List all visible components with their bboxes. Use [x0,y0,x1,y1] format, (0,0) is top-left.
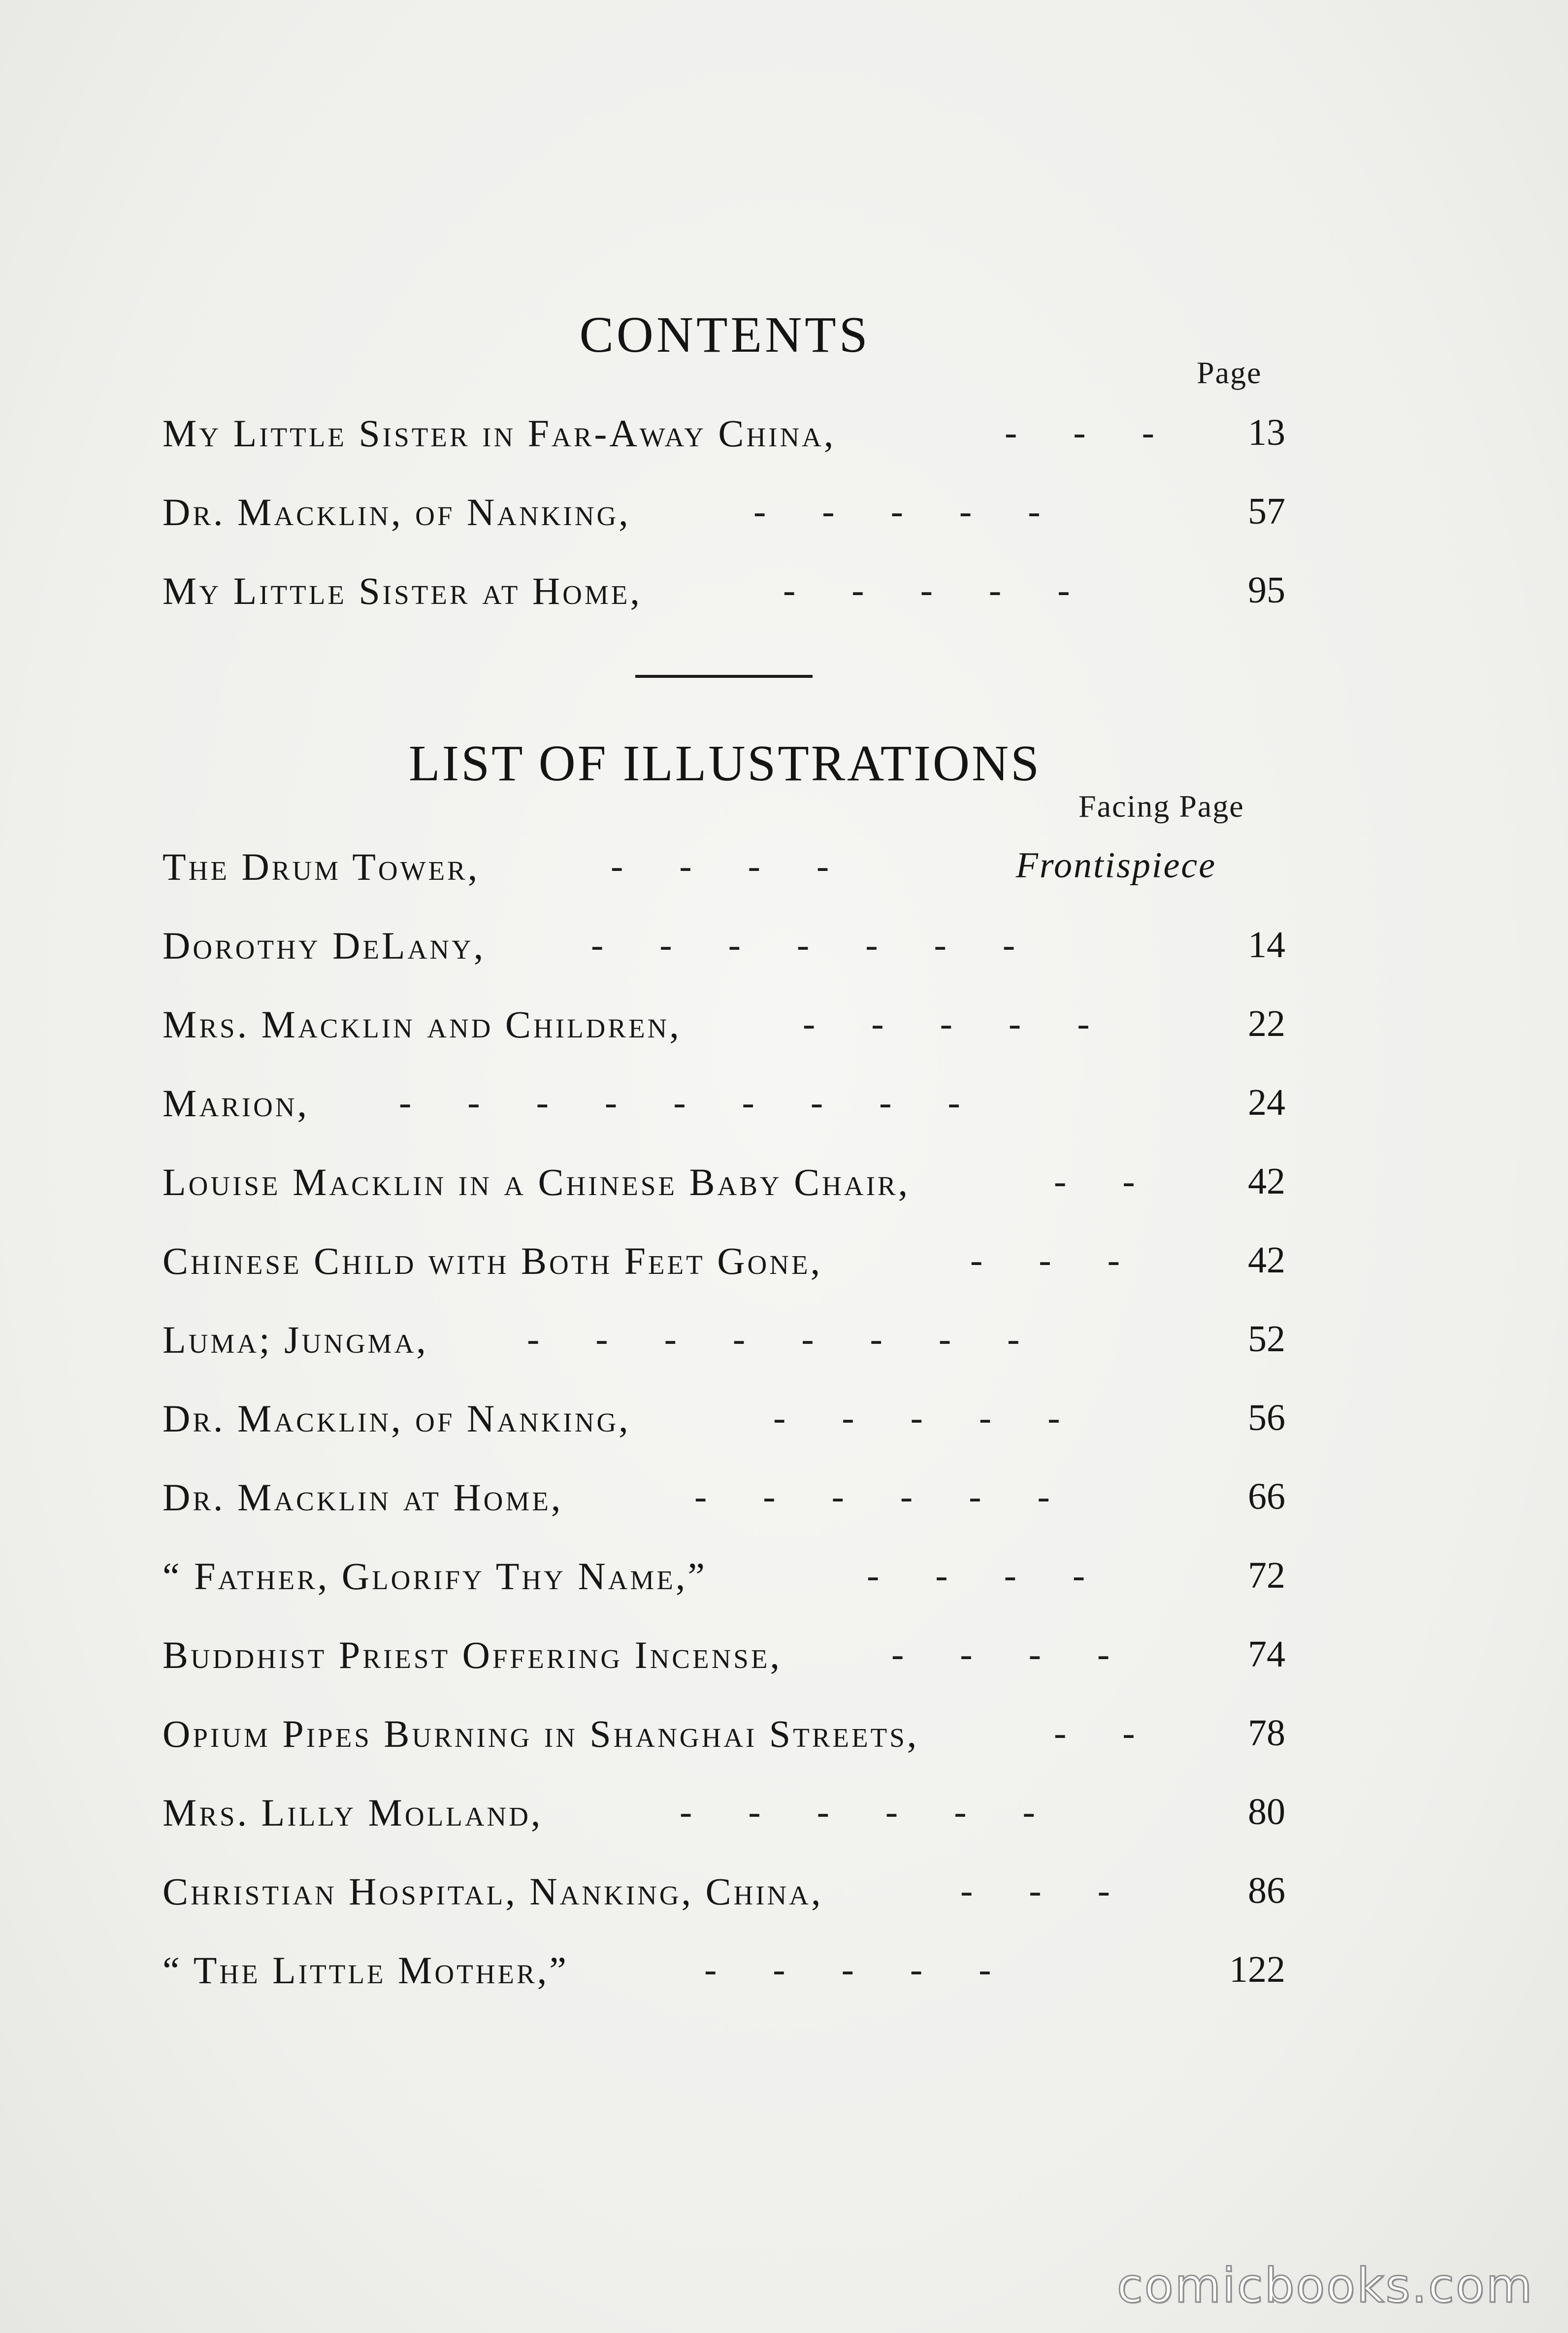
dot-leader: - - - [970,1239,1120,1281]
entry-title: My Little Sister at Home, [163,569,642,612]
entry-title: “ Father, Glorify Thy Name,” [163,1555,708,1598]
entry-title: Louise Macklin in a Chinese Baby Chair, [163,1161,911,1203]
page-number: 14 [1248,924,1285,966]
entry-title: My Little Sister in Far-Away China, [163,412,836,455]
page-number: 42 [1248,1239,1285,1281]
illustration-entry [163,1712,1285,1771]
entry-title: Dorothy DeLany, [163,924,486,967]
page-number: 74 [1248,1633,1285,1675]
illustration-entry [163,1081,1285,1140]
illustration-entry [163,1475,1285,1534]
dot-leader: - - - - [611,845,829,887]
entry-title: Dr. Macklin at Home, [163,1476,563,1519]
page-number: 72 [1248,1555,1285,1596]
illustration-entry [163,1948,1285,2007]
entry-title: Marion, [163,1082,310,1125]
illustration-entry [163,1554,1285,1613]
dot-leader: - - [1054,1712,1135,1754]
page-number: 80 [1248,1791,1285,1833]
page-number: 122 [1229,1949,1285,1990]
illustration-entry [163,1239,1285,1298]
page-number: Frontispiece [1015,845,1216,886]
dot-leader: - - - - - - - [591,924,1015,966]
illustration-entry [163,1318,1285,1377]
site-watermark: comicbooks.com [1116,2258,1534,2313]
dot-leader: - - - - - - [680,1791,1035,1833]
section-divider [635,675,813,678]
dot-leader: - - - - - - - - [527,1318,1020,1360]
illustrations-heading: LIST OF ILLUSTRATIONS [409,735,1041,792]
dot-leader: - - - - - - [694,1476,1050,1517]
entry-title: Opium Pipes Burning in Shanghai Streets, [163,1712,919,1755]
facing-page-column-label: Facing Page [1078,789,1244,824]
dot-leader: - - - - - - - - - [399,1082,960,1123]
dot-leader: - - - - [867,1555,1085,1596]
illustration-entry [163,1633,1285,1692]
illustration-entry [163,1397,1285,1456]
entry-title: Dr. Macklin, of Nanking, [163,1397,631,1440]
page-number: 42 [1248,1161,1285,1202]
entry-title: Mrs. Macklin and Children, [163,1003,682,1046]
contents-entry [163,569,1285,628]
contents-heading: CONTENTS [579,306,871,363]
entry-title: Luma; Jungma, [163,1318,428,1361]
illustration-entry [163,1160,1285,1219]
page-number: 57 [1248,491,1285,532]
page-number: 56 [1248,1397,1285,1438]
entry-title: Dr. Macklin, of Nanking, [163,491,631,533]
page-number: 24 [1248,1082,1285,1123]
illustration-entry [163,845,1285,904]
dot-leader: - - - - - [773,1397,1060,1438]
entry-title: The Drum Tower, [163,845,480,888]
dot-leader: - - - - - [704,1949,991,1990]
contents-entry [163,411,1285,470]
page-number: 86 [1248,1870,1285,1911]
dot-leader: - - - - - [803,1003,1090,1044]
entry-title: “ The Little Mother,” [163,1949,569,1992]
page-number: 78 [1248,1712,1285,1754]
page-number: 95 [1248,569,1285,611]
entry-title: Chinese Child with Both Feet Gone, [163,1239,823,1282]
page-number: 66 [1248,1476,1285,1517]
contents-entry [163,490,1285,549]
illustration-entry [163,1791,1285,1850]
illustration-entry [163,1002,1285,1062]
dot-leader: - - - [960,1870,1110,1911]
dot-leader: - - - - [891,1633,1110,1675]
page-column-label: Page [1197,355,1262,390]
page-number: 22 [1248,1003,1285,1044]
page-number: 52 [1248,1318,1285,1360]
illustration-entry [163,1869,1285,1929]
illustration-entry [163,924,1285,983]
entry-title: Buddhist Priest Offering Incense, [163,1633,782,1676]
dot-leader: - - [1054,1161,1135,1202]
entry-title: Mrs. Lilly Molland, [163,1791,543,1834]
dot-leader: - - - [1005,412,1154,453]
dot-leader: - - - - - [753,491,1041,532]
dot-leader: - - - - - [783,569,1070,611]
entry-title: Christian Hospital, Nanking, China, [163,1870,823,1913]
page-number: 13 [1248,412,1285,453]
